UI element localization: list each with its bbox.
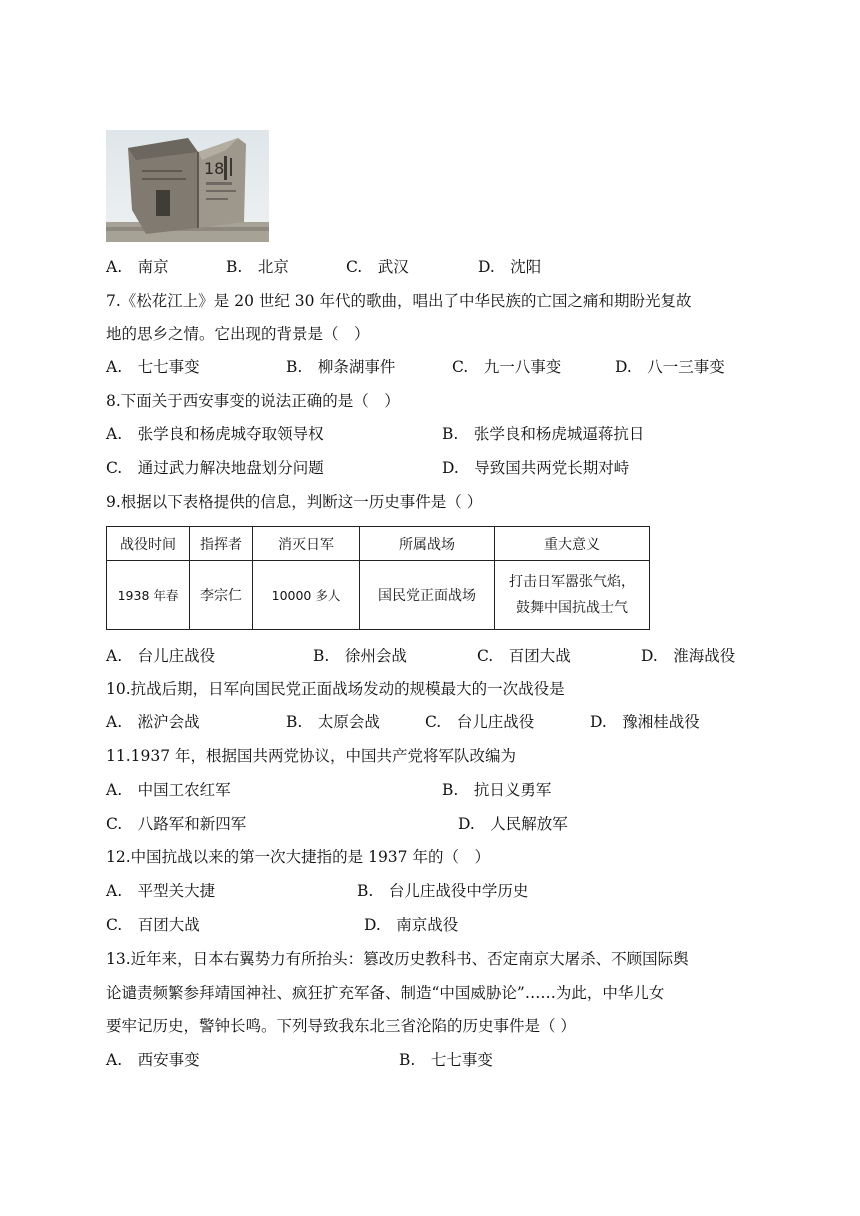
monument-image bbox=[106, 130, 269, 242]
q12-option-d: D. 南京战役 bbox=[364, 916, 459, 934]
q11-option-a: A. 中国工农红军 bbox=[106, 781, 231, 799]
q13-option-a: A. 西安事变 bbox=[106, 1051, 200, 1069]
q9-option-c: C. 百团大战 bbox=[477, 647, 571, 665]
q13-stem-line2: 论谴责频繁参拜靖国神社、疯狂扩充军备、制造“中国威胁论”……为此，中华儿女 bbox=[106, 984, 665, 1002]
q6-option-d: D. 沈阳 bbox=[478, 258, 542, 276]
cell-kills: 10000 多人 bbox=[253, 561, 360, 630]
q10-option-d: D. 豫湘桂战役 bbox=[590, 713, 700, 731]
q6-option-a: A. 南京 bbox=[106, 258, 169, 276]
q12-option-a: A. 平型关大捷 bbox=[106, 882, 216, 900]
q7-stem-line1: 7.《松花江上》是 20 世纪 30 年代的歌曲，唱出了中华民族的亡国之痛和期盼光复故 bbox=[106, 292, 692, 310]
header-japanese-killed: 消灭日军 bbox=[253, 527, 360, 561]
cell-commander: 李宗仁 bbox=[190, 561, 253, 630]
header-battlefield: 所属战场 bbox=[360, 527, 495, 561]
header-significance: 重大意义 bbox=[495, 527, 650, 561]
q12-option-b: B. 台儿庄战役中学历史 bbox=[357, 882, 529, 900]
header-commander: 指挥者 bbox=[190, 527, 253, 561]
q11-option-c: C. 八路军和新四军 bbox=[106, 815, 247, 833]
cell-time: 1938 年春 bbox=[107, 561, 190, 630]
q8-option-d: D. 导致国共两党长期对峙 bbox=[442, 459, 630, 477]
q7-option-d: D. 八一三事变 bbox=[615, 358, 725, 376]
q10-option-c: C. 台儿庄战役 bbox=[425, 713, 535, 731]
monument-photo bbox=[106, 130, 269, 242]
q12-stem: 12.中国抗战以来的第一次大捷指的是 1937 年的（ ） bbox=[106, 848, 490, 866]
q9-option-d: D. 淮海战役 bbox=[641, 647, 736, 665]
q6-option-b: B. 北京 bbox=[226, 258, 289, 276]
q8-option-c: C. 通过武力解决地盘划分问题 bbox=[106, 459, 324, 477]
q8-stem: 8.下面关于西安事变的说法正确的是（ ） bbox=[106, 392, 400, 410]
q10-option-a: A. 淞沪会战 bbox=[106, 713, 200, 731]
q11-stem: 11.1937 年，根据国共两党协议，中国共产党将军队改编为 bbox=[106, 747, 517, 765]
q7-stem-line2: 地的思乡之情。它出现的背景是（ ） bbox=[106, 325, 370, 343]
q13-stem-line3: 要牢记历史，警钟长鸣。下列导致我东北三省沦陷的历史事件是（ ） bbox=[106, 1017, 576, 1035]
cell-front: 国民党正面战场 bbox=[360, 561, 495, 630]
q9-info-table bbox=[106, 526, 650, 630]
q9-option-a: A. 台儿庄战役 bbox=[106, 647, 216, 665]
q7-option-c: C. 九一八事变 bbox=[452, 358, 562, 376]
q10-stem: 10.抗战后期，日军向国民党正面战场发动的规模最大的一次战役是 bbox=[106, 680, 565, 698]
q7-option-b: B. 柳条湖事件 bbox=[286, 358, 396, 376]
q6-option-c: C. 武汉 bbox=[346, 258, 409, 276]
q9-stem: 9.根据以下表格提供的信息，判断这一历史事件是（ ） bbox=[106, 493, 483, 511]
q11-option-d: D. 人民解放军 bbox=[458, 815, 568, 833]
q13-option-b: B. 七七事变 bbox=[399, 1051, 493, 1069]
q8-option-a: A. 张学良和杨虎城夺取领导权 bbox=[106, 425, 324, 443]
table-header-row bbox=[107, 527, 650, 561]
q11-option-b: B. 抗日义勇军 bbox=[442, 781, 552, 799]
q7-option-a: A. 七七事变 bbox=[106, 358, 200, 376]
q12-option-c: C. 百团大战 bbox=[106, 916, 200, 934]
svg-text:18: 18 bbox=[204, 159, 225, 178]
q10-option-b: B. 太原会战 bbox=[286, 713, 380, 731]
q13-stem-line1: 13.近年来，日本右翼势力有所抬头：篡改历史教科书、否定南京大屠杀、不顾国际舆 bbox=[106, 950, 689, 968]
header-battle-time: 战役时间 bbox=[107, 527, 190, 561]
q9-option-b: B. 徐州会战 bbox=[313, 647, 407, 665]
table-row bbox=[107, 561, 650, 630]
significance-line1: 打击日军嚣张气焰， bbox=[509, 574, 635, 590]
significance-line2: 鼓舞中国抗战士气 bbox=[516, 600, 628, 616]
q8-option-b: B. 张学良和杨虎城逼蒋抗日 bbox=[442, 425, 645, 443]
cell-significance bbox=[495, 561, 650, 630]
